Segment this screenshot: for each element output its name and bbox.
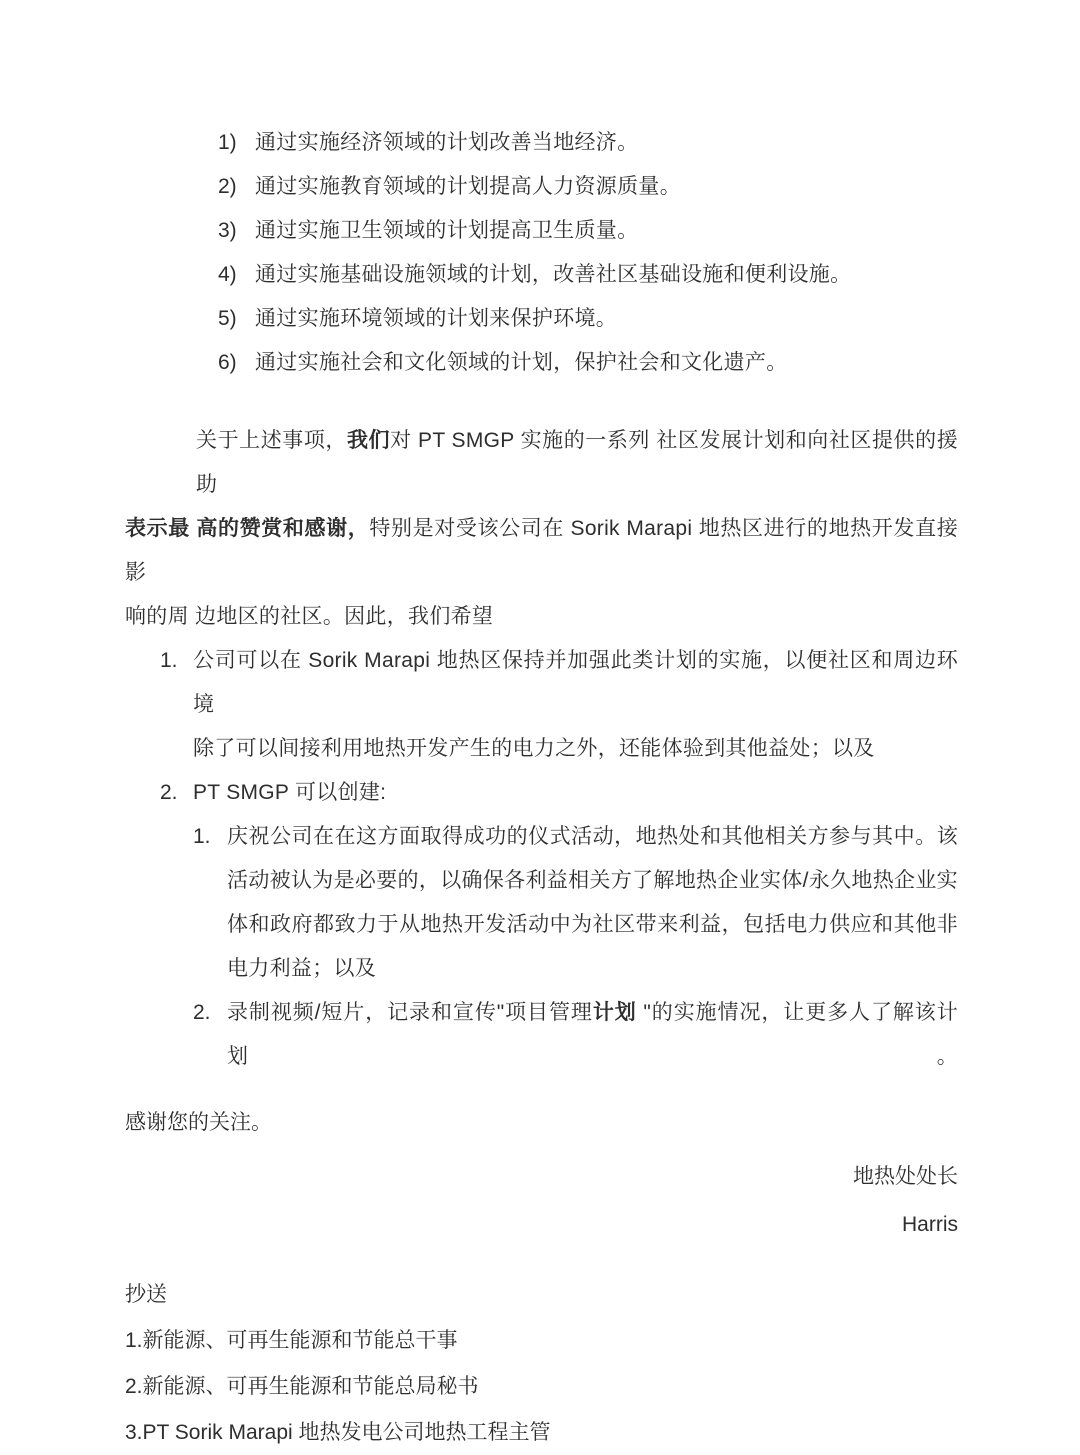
- text-line: [255, 341, 958, 385]
- text-line: [125, 595, 958, 639]
- list-item-body: [255, 121, 958, 165]
- list-number: 2.: [160, 781, 178, 804]
- list-item: [160, 639, 958, 771]
- cc-label: 抄送: [125, 1283, 167, 1306]
- list-item-body: [227, 991, 958, 1079]
- document-content: [125, 121, 958, 1455]
- list-number: 1.: [193, 825, 211, 848]
- list-item-body: [255, 165, 958, 209]
- bold-text: 计划: [592, 1001, 637, 1024]
- sub-request-list: [125, 815, 958, 1079]
- text: 关于上述事项，: [196, 429, 347, 452]
- text: 活动被认为是必要的，以确保各利益相关方了解地热企业实体/永久地热企业实: [227, 869, 958, 892]
- text: 通过实施基础设施领域的计划，改善社区基础设施和便利设施。: [255, 263, 852, 286]
- text-line: [193, 639, 958, 727]
- list-number: 4): [218, 263, 237, 286]
- list-item-body: [255, 253, 958, 297]
- text: "的实施情况，让更多人了解该计划。: [227, 1001, 959, 1068]
- text: PT SMGP 可以创建:: [193, 781, 387, 804]
- cc-list: [125, 1319, 958, 1455]
- text: 通过实施环境领域的计划来保护环境。: [255, 307, 618, 330]
- appreciation-paragraph: [125, 419, 958, 639]
- text: 录制视频/短片，记录和宣传"项目管理: [227, 1001, 593, 1024]
- list-number: 2): [218, 175, 237, 198]
- text: 通过实施卫生领域的计划提高卫生质量。: [255, 219, 639, 242]
- list-item: [218, 253, 958, 297]
- list-item-body: [227, 815, 958, 991]
- cc-item: 1.新能源、可再生能源和节能总干事: [125, 1329, 458, 1352]
- community-program-list: [125, 121, 958, 385]
- list-item: [218, 209, 958, 253]
- closing-thanks: 感谢您的关注。: [125, 1111, 272, 1134]
- text: 响的周 边地区的社区。因此，我们希望: [125, 605, 494, 628]
- list-item: [193, 991, 958, 1079]
- text-line: [255, 165, 958, 209]
- list-number: 1.: [160, 649, 178, 672]
- text: 通过实施经济领域的计划改善当地经济。: [255, 131, 639, 154]
- list-item: [218, 297, 958, 341]
- list-item-body: [255, 209, 958, 253]
- text-line: [227, 903, 958, 947]
- text-line: [125, 507, 958, 595]
- text: 对 PT SMGP 实施的一系列 社区发展计划和向社区提供的援助: [196, 429, 958, 496]
- text: 特别是对受该公司在 Sorik Marapi 地热区进行的地热开发直接影: [125, 517, 958, 584]
- cc-item: 3.PT Sorik Marapi 地热发电公司地热工程主管: [125, 1421, 551, 1444]
- list-item: [218, 165, 958, 209]
- text-line: [227, 991, 958, 1079]
- list-item: [193, 815, 958, 991]
- text-line: [255, 297, 958, 341]
- cc-item: 2.新能源、可再生能源和节能总局秘书: [125, 1375, 479, 1398]
- text: 通过实施社会和文化领域的计划，保护社会和文化遗产。: [255, 351, 788, 374]
- bold-text: 表示最 高的赞赏和感谢，: [125, 517, 370, 540]
- list-number: 2.: [193, 1001, 211, 1024]
- list-item: [218, 341, 958, 385]
- cc-section: [125, 1273, 958, 1455]
- text: 通过实施教育领域的计划提高人力资源质量。: [255, 175, 681, 198]
- list-item-body: [255, 297, 958, 341]
- list-item-body: [255, 341, 958, 385]
- text-line: [227, 815, 958, 859]
- signature-block: [125, 1155, 958, 1247]
- text-line: [227, 859, 958, 903]
- text: 体和政府都致力于从地热开发活动中为社区带来利益，包括电力供应和其他非: [227, 913, 958, 936]
- list-number: 5): [218, 307, 237, 330]
- text-line: [125, 419, 958, 507]
- list-item-body: [193, 639, 958, 771]
- list-item: [160, 771, 958, 815]
- list-number: 6): [218, 351, 237, 374]
- signature-title: 地热处处长: [853, 1165, 958, 1188]
- list-number: 3): [218, 219, 237, 242]
- signature-name: Harris: [902, 1213, 958, 1236]
- text-line: [227, 947, 958, 991]
- text: 庆祝公司在在这方面取得成功的仪式活动，地热处和其他相关方参与其中。该: [227, 825, 958, 848]
- text-line: [255, 121, 958, 165]
- text: 除了可以间接利用地热开发产生的电力之外，还能体验到其他益处；以及: [193, 737, 875, 760]
- text: 电力利益；以及: [227, 957, 377, 980]
- text: 公司可以在 Sorik Marapi 地热区保持并加强此类计划的实施，以便社区和周边环境: [193, 649, 958, 716]
- bold-text: 我们: [346, 429, 391, 452]
- text-line: [193, 727, 958, 771]
- list-item-body: [193, 771, 958, 815]
- list-item: [218, 121, 958, 165]
- list-number: 1): [218, 131, 237, 154]
- request-list: [125, 639, 958, 815]
- text-line: [255, 253, 958, 297]
- text-line: [193, 771, 958, 815]
- text-line: [255, 209, 958, 253]
